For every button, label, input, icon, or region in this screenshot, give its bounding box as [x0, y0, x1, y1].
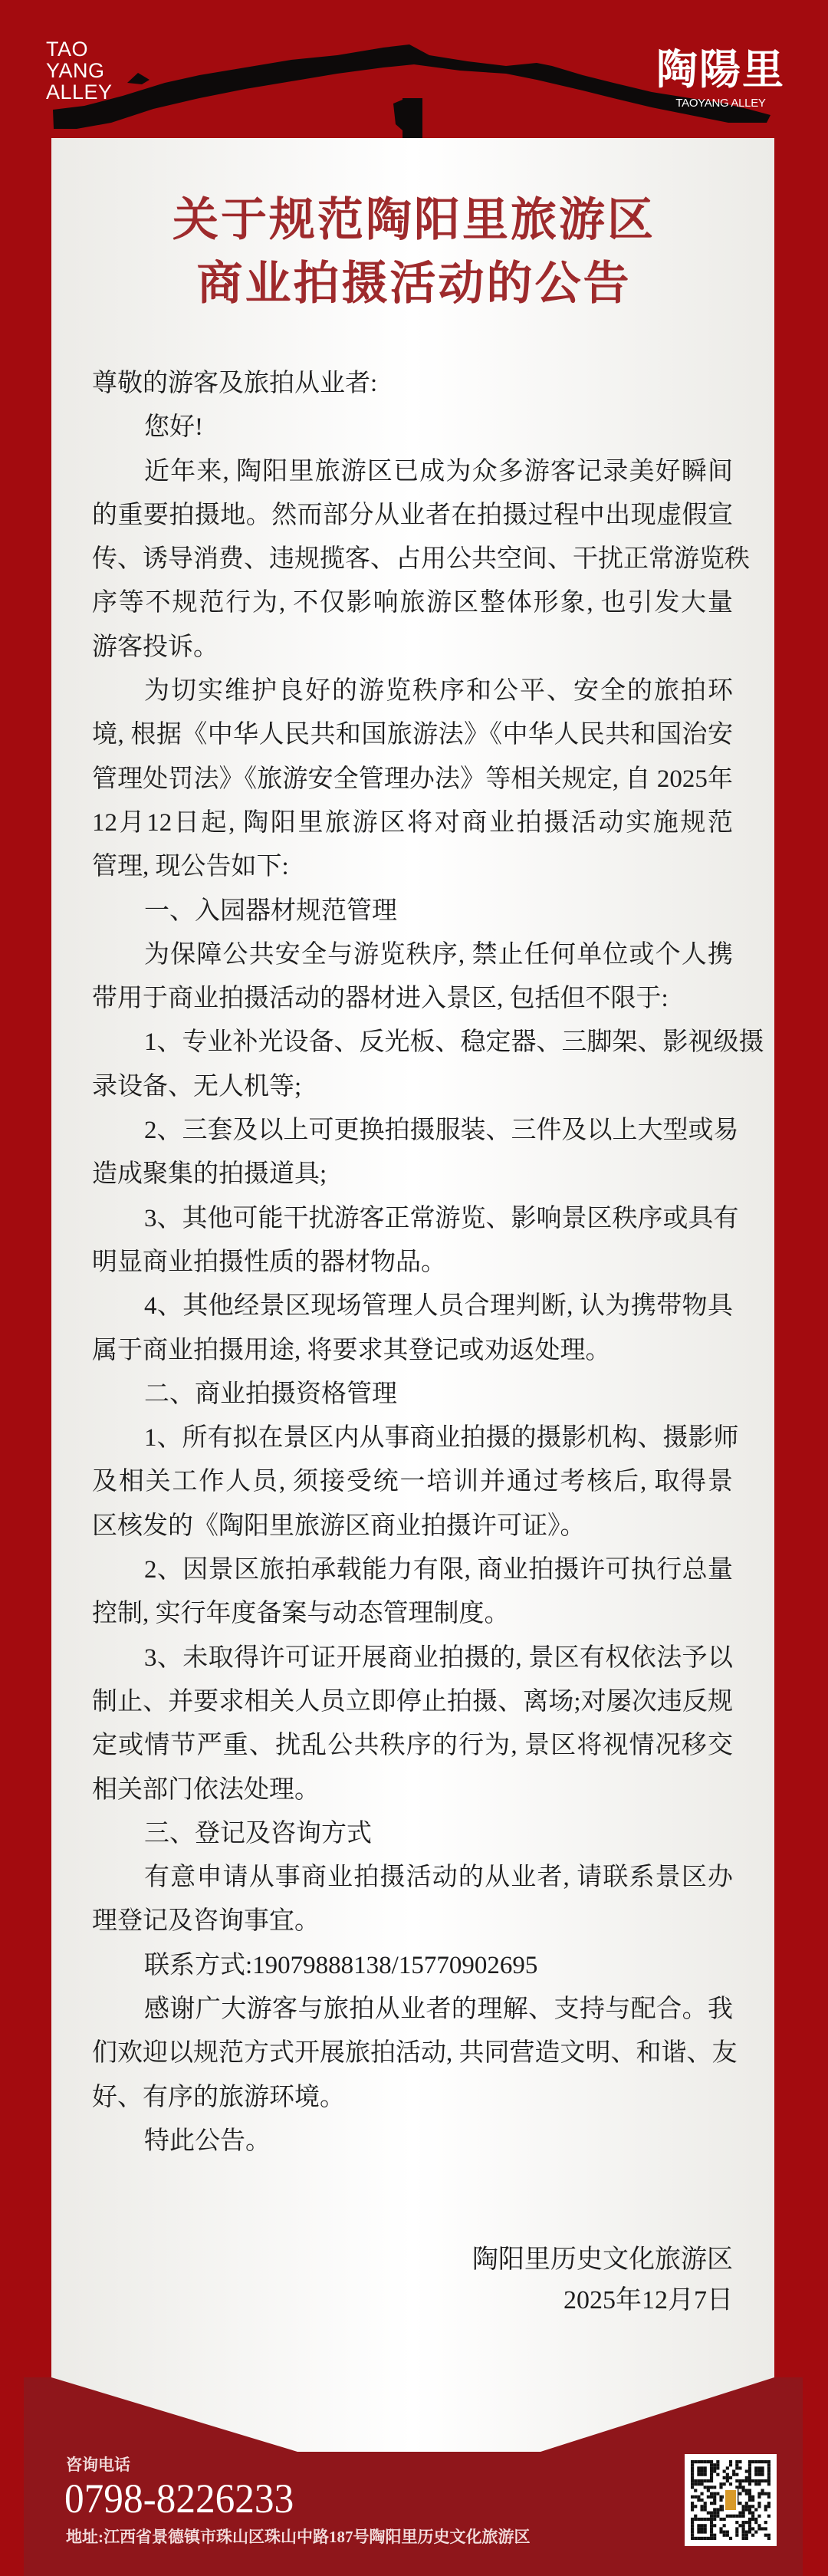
logo: [644, 46, 797, 110]
paragraph-line: 好、有序的旅游环境。: [92, 2083, 345, 2111]
paragraph-line: 管理处罚法》《旅游安全管理办法》等相关规定, 自 2025年: [92, 765, 733, 793]
paragraph-line: 理登记及咨询事宜。: [92, 1907, 320, 1936]
notice-body: [92, 362, 764, 2163]
paragraph-line: 近年来, 陶阳里旅游区已成为众多游客记录美好瞬间: [144, 457, 733, 485]
brand-line: YANG: [46, 59, 105, 82]
paragraph-line: 制止、并要求相关人员立即停止拍摄、离场;对屡次违反规: [92, 1687, 733, 1716]
signature-date: 2025年12月7日: [564, 2286, 733, 2314]
paragraph-line: 12月12日起, 陶阳里旅游区将对商业拍摄活动实施规范: [92, 808, 733, 837]
paragraph-line: 的重要拍摄地。然而部分从业者在拍摄过程中出现虚假宣: [92, 501, 733, 529]
paragraph-line: 造成聚集的拍摄道具;: [92, 1160, 327, 1189]
section-heading: 三、登记及咨询方式: [144, 1819, 372, 1847]
hotline-label: 咨询电话: [66, 2456, 130, 2474]
paragraph-line: 定或情节严重、扰乱公共秩序的行为, 景区将视情况移交: [92, 1732, 733, 1760]
paragraph-line: 有意申请从事商业拍摄活动的从业者, 请联系景区办: [144, 1864, 733, 1892]
paragraph-line: 1、所有拟在景区内从事商业拍摄的摄影机构、摄影师: [144, 1424, 739, 1452]
logo-cn: 陶陽里: [656, 44, 785, 94]
paragraph-line: 明显商业拍摄性质的器材物品。: [92, 1248, 446, 1276]
qr-code-icon: [685, 2454, 777, 2546]
address: 地址:江西省景德镇市珠山区珠山中路187号陶阳里历史文化旅游区: [66, 2528, 531, 2546]
page-title-line1: 关于规范陶阳里旅游区: [172, 195, 656, 245]
paragraph-line: 控制, 实行年度备案与动态管理制度。: [92, 1600, 510, 1628]
paragraph-line: 境, 根据《中华人民共和国旅游法》《中华人民共和国治安: [92, 721, 733, 749]
page-title-line2: 商业拍摄活动的公告: [196, 258, 632, 309]
paragraph-line: 2、三套及以上可更换拍摄服装、三件及以上大型或易: [144, 1117, 739, 1145]
brand-line: ALLEY: [46, 81, 113, 104]
paragraph-line: 序等不规范行为, 不仅影响旅游区整体形象, 也引发大量: [92, 589, 733, 617]
paragraph-line: 传、诱导消费、违规揽客、占用公共空间、干扰正常游览秩: [92, 545, 750, 574]
paragraph-line: 们欢迎以规范方式开展旅拍活动, 共同营造文明、和谐、友: [92, 2039, 738, 2068]
section-heading: 二、商业拍摄资格管理: [144, 1380, 397, 1408]
paragraph-line: 为切实维护良好的游览秩序和公平、安全的旅拍环: [144, 677, 733, 706]
logo-en: TAOYANG ALLEY: [675, 97, 766, 110]
hotline-number: 0798-8226233: [64, 2476, 294, 2522]
section-heading: 一、入园器材规范管理: [144, 897, 397, 925]
paragraph-line: 区核发的《陶阳里旅游区商业拍摄许可证》。: [92, 1512, 586, 1540]
brand-wordmark: [46, 38, 113, 103]
paragraph-line: 3、未取得许可证开展商业拍摄的, 景区有权依法予以: [144, 1643, 733, 1672]
paragraph-line: 及相关工作人员, 须接受统一培训并通过考核后, 取得景: [92, 1468, 733, 1496]
brand-line: TAO: [46, 38, 88, 61]
paragraph-line: 1、专业补光设备、反光板、稳定器、三脚架、影视级摄: [144, 1028, 764, 1057]
paragraph-line: 属于商业拍摄用途, 将要求其登记或劝返处理。: [92, 1336, 611, 1364]
signature-org: 陶阳里历史文化旅游区: [472, 2245, 733, 2274]
paragraph-line: 2、因景区旅拍承载能力有限, 商业拍摄许可执行总量: [144, 1556, 733, 1584]
paragraph-line: 相关部门依法处理。: [92, 1775, 320, 1804]
paragraph-line: 管理, 现公告如下:: [92, 853, 289, 881]
paragraph-line: 3、其他可能干扰游客正常游览、影响景区秩序或具有: [144, 1204, 739, 1232]
paragraph-line: 特此公告。: [144, 2127, 271, 2155]
paragraph-line: 您好!: [144, 413, 203, 442]
paragraph-line: 录设备、无人机等;: [92, 1072, 302, 1100]
paragraph-line: 为保障公共安全与游览秩序, 禁止任何单位或个人携: [144, 940, 733, 969]
paragraph-line: 4、其他经景区现场管理人员合理判断, 认为携带物具: [144, 1292, 733, 1321]
paragraph-line: 游客投诉。: [92, 633, 219, 661]
paragraph-line: 带用于商业拍摄活动的器材进入景区, 包括但不限于:: [92, 985, 669, 1013]
paragraph-line: 感谢广大游客与旅拍从业者的理解、支持与配合。我: [144, 1995, 733, 2023]
salutation: 尊敬的游客及旅拍从业者:: [92, 370, 378, 397]
paragraph-line: 联系方式:19079888138/15770902695: [144, 1951, 538, 1979]
